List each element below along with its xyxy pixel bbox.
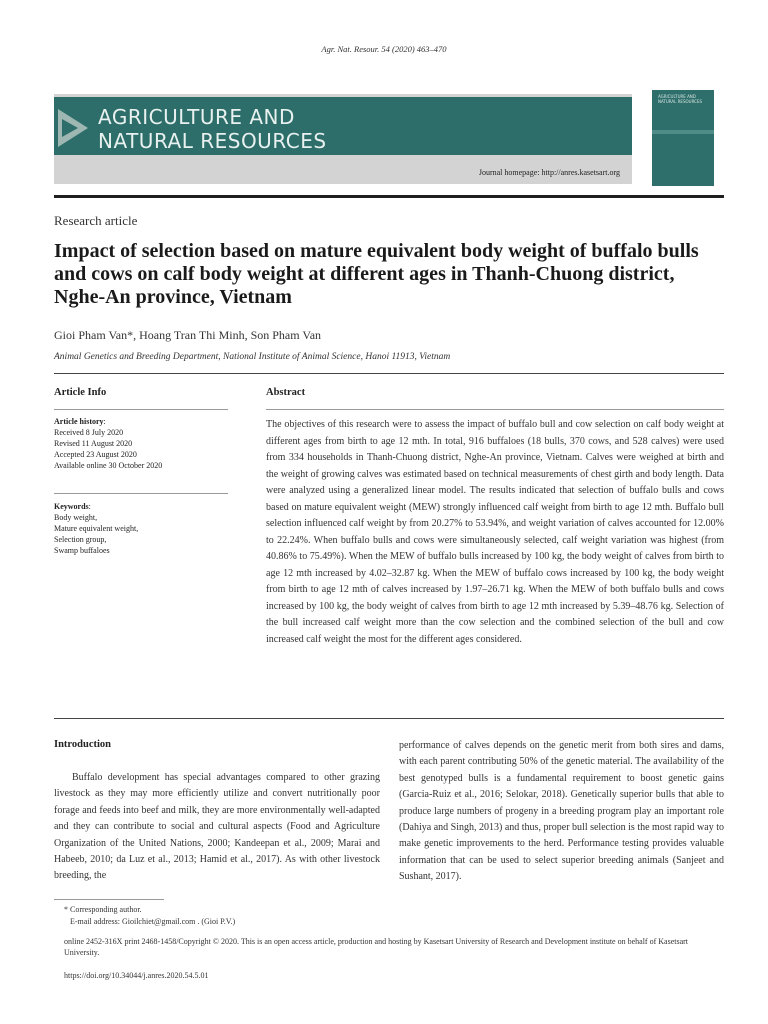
cover-title: [658, 94, 702, 104]
doi-link[interactable]: https://doi.org/10.34044/j.anres.2020.54.5.01: [64, 971, 209, 980]
corresponding-email: E-mail address: Gioilchiet@gmail.com . (Gioi P.V.): [70, 917, 236, 926]
article-title: Impact of selection based on mature equivalent body weight of buffalo bulls and cows on calf body weight at different ages in Thanh-Chuong district, Nghe-An province, Vietnam: [54, 240, 699, 308]
keywords-block: Keywords: Body weight, Mature equivalent weight, Selection group, Swamp buffaloes: [54, 501, 234, 556]
history-received: Received 8 July 2020: [54, 428, 124, 437]
abstract-text: The objectives of this research were to assess the impact of buffalo bull and cow selection on calf body weight at different ages from birth to age 12 mth. In total, 916 buffaloes (18 bulls, 370 cows, and 528 calves) were used from 334 households in Thanh-Chuong district, Nghe-An province, Vietnam. Calves were weighed at birth and the weight of growing calves was estimated based on technical measurements of chest girth and body length. Data were analyzed using a generalized linear model. The results indicated that selection of buffalo bulls and cows based on mature equivalent weight (MEW) strongly influenced calf weight from birth to age 12 mth. Buffalo bull selection influenced calf weight by from 20.27% to 53.94%, and weight variation of calves accounted for 12.00% to 22.24%. When buffalo bulls and cows were simultaneously selected, calf weight variation was highest (from 40.86% to 75.49%). When the MEW of buffalo bulls increased by 100 kg, the body weight of calves from birth to age 12 mth increased by 4.02–32.87 kg. When the MEW of buffalo cows increased by 100 kg, the body weight from birth to age 12 mth of calves increased by 1.97–26.71 kg. When the MEW of both buffalo bulls and cows increased by 100 kg, the body weight of calves from birth to age 12 mth increased by 5.39–48.76 kg. Selection of the bull increased calf weight more than the cow selection and the combined selection of the bull and cow increased calf weight the most for the different ages considered.: [266, 419, 724, 645]
keyword-item: Mature equivalent weight,: [54, 524, 139, 533]
article-type: Research article: [54, 213, 138, 228]
footnote-rule: [54, 899, 164, 900]
cover-strip: [652, 130, 714, 134]
history-online: Available online 30 October 2020: [54, 461, 163, 470]
banner-top-rule: [54, 92, 632, 94]
cover-title-line2: NATURAL RESOURCES: [658, 99, 703, 104]
abstract-heading: Abstract: [266, 387, 306, 398]
journal-name-line1: AGRICULTURE AND: [98, 105, 295, 129]
introduction-left-column: Buffalo development has special advantages compared to other grazing livestock as they may more efficiently utilize and convert nutritionally poor forage and feeds into beef and milk, they are more environmentally well-adapted and they can contribute to social and cultural aspects (Food and Agriculture Organization of the United Nations, 2000; Kandeepan et al., 2009; Marai and Habeeb, 2010; da Luz et al., 2013; Hamid et al., 2017). As with other livestock breeding, the: [54, 772, 380, 882]
cover-title-line1: AGRICULTURE AND: [658, 94, 696, 99]
banner-band: [54, 97, 632, 155]
journal-homepage: Journal homepage: http://anres.kasetsart.org: [478, 168, 620, 177]
keyword-item: Selection group,: [54, 535, 107, 544]
keywords-label: Keywords: [54, 502, 89, 511]
keyword-item: Body weight,: [54, 513, 98, 522]
history-accepted: Accepted 23 August 2020: [54, 450, 137, 459]
journal-cover-thumbnail: [652, 90, 714, 186]
history-label: Article history: [54, 417, 104, 426]
keyword-item: Swamp buffaloes: [54, 546, 110, 555]
author-affiliation: Animal Genetics and Breeding Department, National Institute of Animal Science, Hanoi 11913, Vietnam: [54, 352, 451, 362]
article-history: Article history: Received 8 July 2020 Revised 11 August 2020 Accepted 23 August 2020 Available online 30 October 2020: [54, 416, 234, 471]
keywords-rule: [54, 493, 228, 494]
info-divider: [54, 373, 724, 374]
article-info-heading: Article Info: [54, 387, 107, 398]
journal-banner: [54, 92, 632, 184]
header-divider: [54, 195, 724, 198]
journal-citation: Agr. Nat. Resour. 54 (2020) 463–470: [321, 44, 447, 54]
journal-name: [98, 105, 327, 153]
body-divider: [54, 718, 724, 719]
license-statement: online 2452-316X print 2468-1458/Copyright © 2020. This is an open access article, production and hosting by Kasetsart University of Research and Development institute on behalf of Kasetsart University.: [64, 937, 689, 957]
history-revised: Revised 11 August 2020: [54, 439, 133, 448]
author-list: Gioi Pham Van*, Hoang Tran Thi Minh, Son Pham Van: [54, 328, 322, 342]
introduction-right-column: performance of calves depends on the genetic merit from both sires and dams, with each parent contributing 50% of the genetic material. The availability of the best genotyped bulls is a fundamental requirement to boost genetic gains (Garcia-Ruiz et al., 2016; Selokar, 2018). Genetically superior bulls that able to produce large numbers of progeny in a breeding program play an important role (Dahiya and Singh, 2013) and thus, proper bull selection is the most rapid way to make genetic improvements to the herd. Performance testing provides valuable information that can be used to select superior breeding animals (Sanjeet and Sushant, 2017).: [399, 740, 724, 883]
play-arrow-inner-icon: [62, 119, 78, 137]
abstract-rule: [266, 409, 724, 410]
corresponding-author-note: * Corresponding author.: [64, 905, 142, 914]
article-info-rule: [54, 409, 228, 410]
introduction-heading: Introduction: [54, 739, 111, 750]
journal-name-line2: NATURAL RESOURCES: [98, 129, 327, 153]
